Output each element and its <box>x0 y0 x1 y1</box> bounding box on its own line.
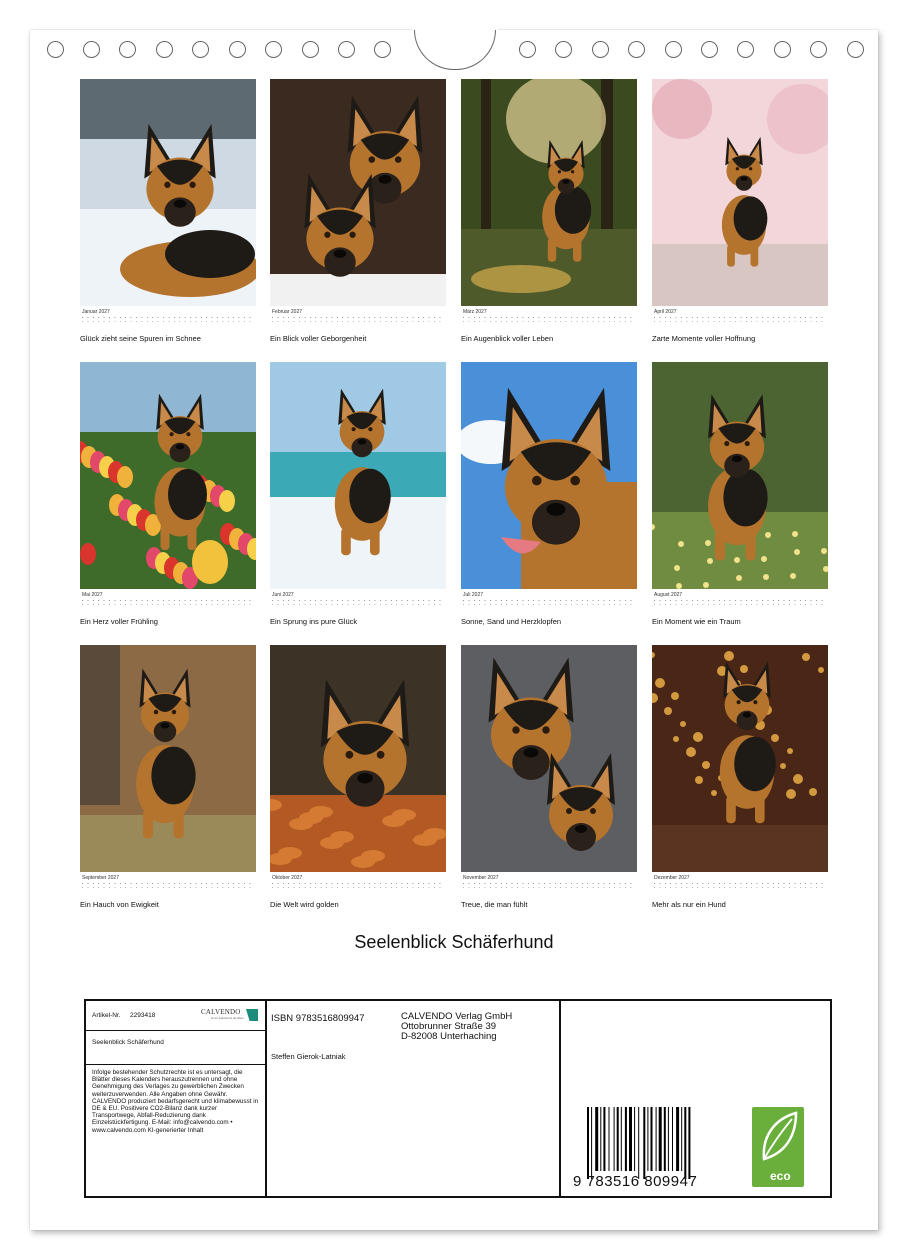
title-row <box>86 1031 265 1065</box>
month-photo <box>80 645 256 872</box>
leaf-icon <box>752 1107 804 1167</box>
binding-ring <box>555 41 572 58</box>
publisher-address <box>401 1012 512 1042</box>
month-tile <box>80 362 256 632</box>
month-caption: Ein Sprung ins pure Glück <box>270 617 358 626</box>
imprint-column-left <box>86 1001 267 1196</box>
month-label: April 2027 <box>654 309 677 315</box>
article-label: Artikel-Nr. <box>92 1012 121 1019</box>
month-label: November 2027 <box>463 875 499 881</box>
day-grid <box>463 599 635 607</box>
calvendo-logo-tagline: Kunst. Kalender für die Wand <box>211 1017 244 1020</box>
eco-label: eco <box>770 1169 791 1183</box>
day-grid <box>82 599 254 607</box>
month-tile <box>270 645 446 915</box>
month-photo <box>80 362 256 589</box>
imprint-box <box>84 999 832 1198</box>
day-grid <box>272 882 444 890</box>
month-label: Juni 2027 <box>272 592 294 598</box>
publisher-street: Ottobrunner Straße 39 <box>401 1021 497 1032</box>
imprint-column-right <box>561 1001 830 1196</box>
binding-ring <box>519 41 536 58</box>
month-tile <box>461 645 637 915</box>
month-caption: Ein Hauch von Ewigkeit <box>80 900 159 909</box>
month-label: August 2027 <box>654 592 683 598</box>
day-grid <box>82 882 254 890</box>
binding-ring <box>701 41 718 58</box>
day-grid <box>463 316 635 324</box>
month-caption: Ein Herz voller Frühling <box>80 617 158 626</box>
month-caption: Die Welt wird golden <box>270 900 339 909</box>
month-label: Dezember 2027 <box>654 875 690 881</box>
calvendo-logo <box>201 1007 259 1025</box>
barcode-digits: 9 783516 809947 <box>573 1173 698 1190</box>
month-photo <box>652 645 828 872</box>
imprint-title: Seelenblick Schäferhund <box>92 1039 164 1046</box>
binding-ring <box>338 41 355 58</box>
binding-ring <box>592 41 609 58</box>
month-caption: Ein Blick voller Geborgenheit <box>270 334 367 343</box>
month-label: Juli 2027 <box>463 592 484 598</box>
day-grid <box>654 882 826 890</box>
month-tile <box>652 645 828 915</box>
calvendo-mark-icon <box>246 1009 258 1021</box>
binding-ring <box>628 41 645 58</box>
imprint-column-middle <box>267 1001 561 1196</box>
month-caption: Ein Moment wie ein Traum <box>652 617 741 626</box>
month-tile <box>80 79 256 349</box>
month-photo <box>80 79 256 306</box>
month-photo <box>270 362 446 589</box>
month-tile <box>270 362 446 632</box>
article-number: 2293418 <box>130 1012 156 1019</box>
day-grid <box>654 316 826 324</box>
binding-ring <box>83 41 100 58</box>
month-photo <box>461 79 637 306</box>
month-label: März 2027 <box>463 309 487 315</box>
month-caption: Glück zieht seine Spuren im Schnee <box>80 334 201 343</box>
barcode <box>585 1107 715 1179</box>
binding-ring <box>119 41 136 58</box>
month-label: September 2027 <box>82 875 119 881</box>
month-tile <box>652 362 828 632</box>
binding-ring <box>737 41 754 58</box>
month-photo <box>461 362 637 589</box>
month-caption: Ein Augenblick voller Leben <box>461 334 554 343</box>
binding-ring <box>847 41 864 58</box>
month-label: Oktober 2027 <box>272 875 303 881</box>
month-label: Januar 2027 <box>82 309 110 315</box>
binding-ring <box>156 41 173 58</box>
binding-ring <box>229 41 246 58</box>
binding-ring <box>374 41 391 58</box>
month-caption: Mehr als nur ein Hund <box>652 900 726 909</box>
day-grid <box>82 316 254 324</box>
binding-ring <box>192 41 209 58</box>
binding-ring <box>774 41 791 58</box>
binding-ring <box>302 41 319 58</box>
publisher-name: CALVENDO Verlag GmbH <box>401 1011 513 1022</box>
day-grid <box>463 882 635 890</box>
month-caption: Sonne, Sand und Herzklopfen <box>461 617 562 626</box>
day-grid <box>654 599 826 607</box>
month-photo <box>652 362 828 589</box>
day-grid <box>272 599 444 607</box>
binding-ring <box>665 41 682 58</box>
month-tile <box>652 79 828 349</box>
month-label: Mai 2027 <box>82 592 103 598</box>
month-photo <box>652 79 828 306</box>
author: Steffen Gierok-Latniak <box>271 1052 346 1061</box>
month-photo <box>461 645 637 872</box>
binding-ring <box>265 41 282 58</box>
article-row <box>86 1001 265 1031</box>
binding-ring <box>810 41 827 58</box>
month-tile <box>461 362 637 632</box>
publisher-city: D-82008 Unterhaching <box>401 1031 497 1042</box>
month-caption: Treue, die man fühlt <box>461 900 528 909</box>
month-label: Februar 2027 <box>272 309 303 315</box>
month-tile <box>80 645 256 915</box>
month-tile <box>461 79 637 349</box>
isbn: ISBN 9783516809947 <box>271 1013 365 1024</box>
day-grid <box>272 316 444 324</box>
month-caption: Zarte Momente voller Hoffnung <box>652 334 756 343</box>
calendar-title: Seelenblick Schäferhund <box>354 932 554 952</box>
eco-badge <box>752 1107 804 1187</box>
legal-notice: Infolge bestehender Schutzrechte ist es untersagt, die Blätter dieses Kalenders herauszutrennen und ohne Genehmigung des Verlages zu gewerblichen Zwecken weiterzuverwenden. Alle Angaben ohne Gewähr. CALVENDO produziert bedarfsgerecht und klimabewusst in DE & EU. Positivere CO2-Bilanz dank kurzer Transportwege, Abfall-Reduzierung dank Einzelstückfertigung. E-Mail: info@calvendo.com • www.calvendo.com KI-generierter Inhalt <box>92 1069 259 1134</box>
binding-ring <box>47 41 64 58</box>
calvendo-logo-word: CALVENDO <box>201 1008 241 1016</box>
month-tile <box>270 79 446 349</box>
month-photo <box>270 645 446 872</box>
month-photo <box>270 79 446 306</box>
